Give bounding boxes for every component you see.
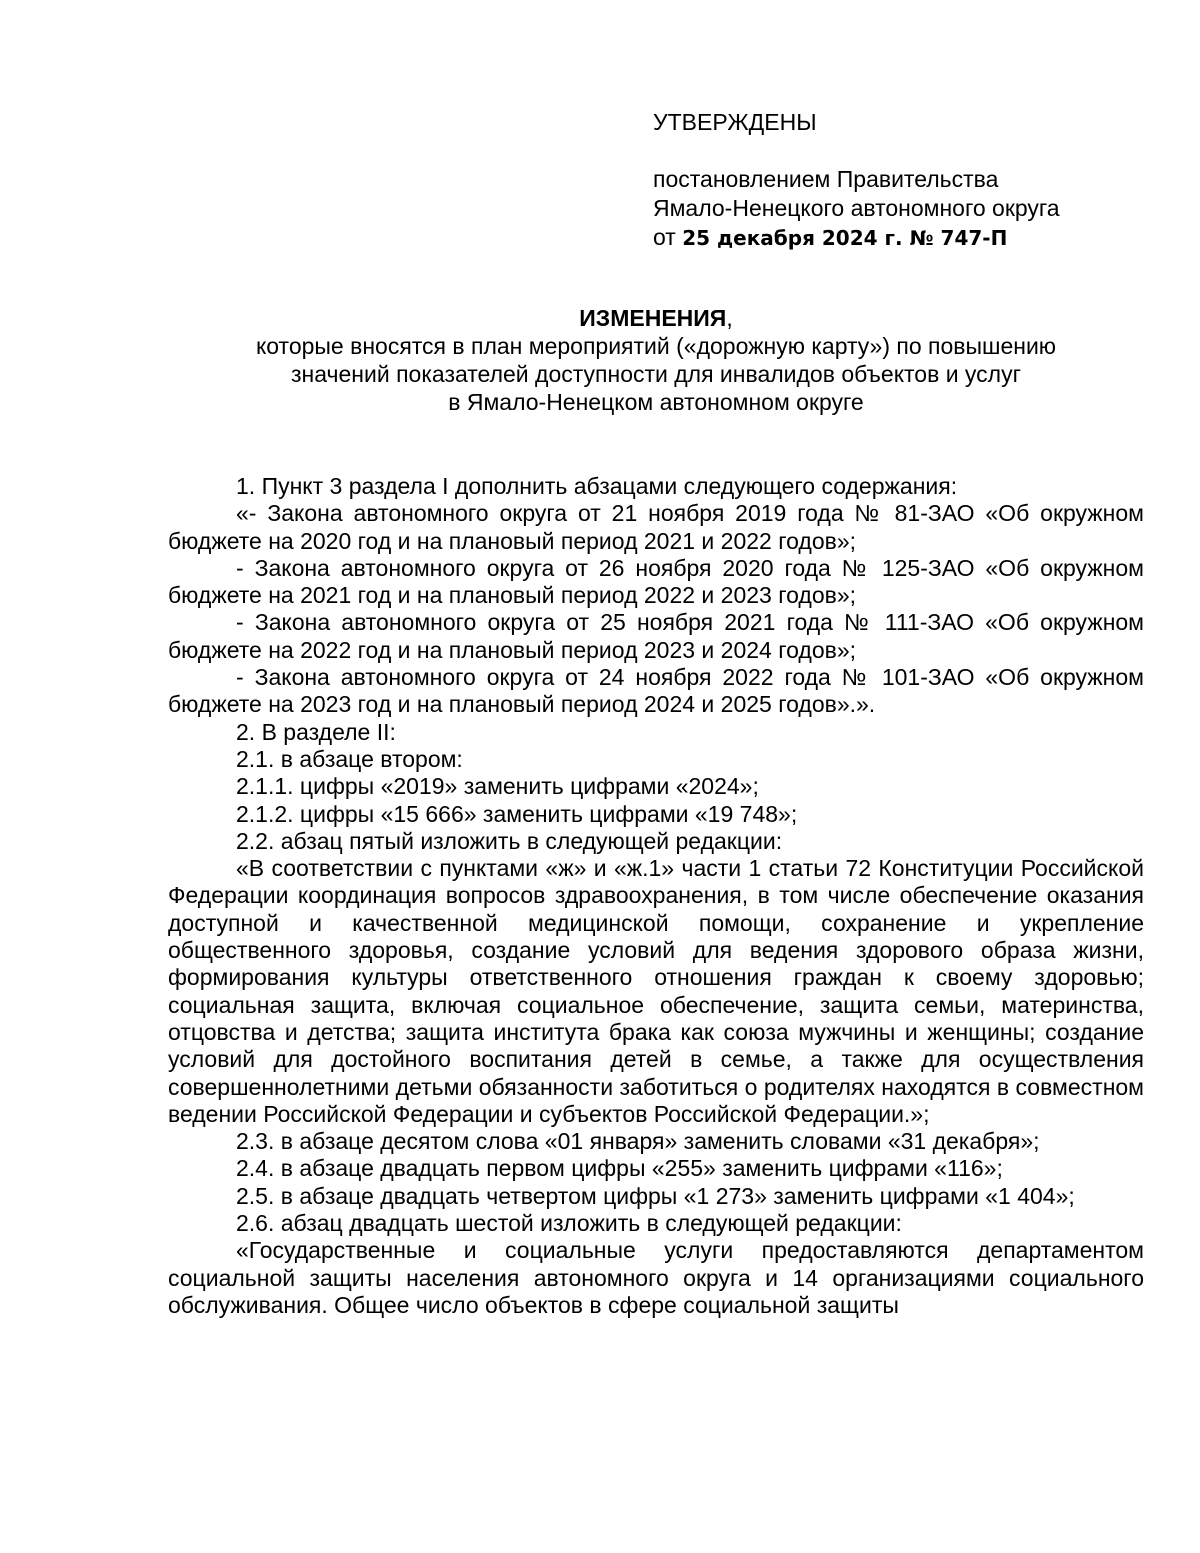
approval-stamp-title: УТВЕРЖДЕНЫ [653, 109, 817, 135]
approval-date-line [653, 223, 1173, 253]
paragraph: 2.2. абзац пятый изложить в следующей редакции: [236, 827, 783, 854]
heading-title-suffix: , [726, 305, 733, 331]
paragraph: - Закона автономного округа от 26 ноября 2020 года № 125-ЗАО «Об окружном бюджете на 2021 год и на плановый период 2022 и 2023 годов»; [168, 554, 1144, 609]
paragraph: - Закона автономного округа от 24 ноября 2022 года № 101-ЗАО «Об окружном бюджете на 2023 год и на плановый период 2024 и 2025 годов».». [168, 664, 1144, 718]
paragraph: 2.1.2. цифры «15 666» заменить цифрами «19 748»; [236, 800, 798, 827]
paragraph: 2.1.1. цифры «2019» заменить цифрами «2024»; [236, 773, 759, 800]
heading-subtitle-1: которые вносятся в план мероприятий («дорожную карту») по повышению [255, 333, 1057, 359]
heading-subtitle-2: значений показателей доступности для инвалидов объектов и услуг [291, 361, 1021, 387]
paragraph: 2.3. в абзаце десятом слова «01 января» заменить словами «31 декабря»; [236, 1128, 1040, 1155]
heading-subtitle-3: в Ямало-Ненецком автономном округе [448, 389, 864, 415]
paragraph: 2. В разделе II: [236, 718, 396, 745]
heading-title-line [168, 304, 1144, 332]
paragraph: 2.1. в абзаце втором: [236, 745, 463, 772]
paragraph: 2.5. в абзаце двадцать четвертом цифры «1 273» заменить цифрами «1 404»; [236, 1182, 1075, 1209]
approval-date-number: 25 декабря 2024 г. № 747-П [682, 226, 1008, 250]
paragraph: 1. Пункт 3 раздела I дополнить абзацами следующего содержания: [236, 473, 958, 499]
paragraph: 2.4. в абзаце двадцать первом цифры «255» заменить цифрами «116»; [236, 1155, 1003, 1182]
document-body [168, 473, 1144, 1319]
approval-block [653, 108, 1173, 253]
paragraph: «В соответствии с пунктами «ж» и «ж.1» части 1 статьи 72 Конституции Российской Федерации координация вопросов здравоохранения, в том числе обеспечение оказания доступной и качественной медицинской помощи, сохранение и укрепление общественного здоровья, создание условий для ведения здорового образа жизни, формирования культуры ответственного отношения граждан к своему здоровью; социальная защита, включая социальное обеспечение, защита семьи, материнства, отцовства и детства; защита института брака как союза мужчины и женщины; создание условий для достойного воспитания детей в семье, а также для осуществления совершеннолетними детьми обязанности заботиться о родителях находятся в совместном ведении Российской Федерации и субъектов Российской Федерации.»; [168, 855, 1144, 1127]
paragraph: - Закона автономного округа от 25 ноября 2021 года № 111-ЗАО «Об окружном бюджете на 2022 год и на плановый период 2023 и 2024 годов»; [168, 609, 1144, 663]
paragraph: 2.6. абзац двадцать шестой изложить в следующей редакции: [236, 1210, 902, 1237]
approval-line-1: постановлением Правительства [653, 166, 999, 192]
paragraph: «Государственные и социальные услуги предоставляются департаментом социальной защиты населения автономного округа и 14 организациями социального обслуживания. Общее число объектов в сфере социальной защиты [168, 1237, 1144, 1318]
approval-from-prefix: от [653, 224, 676, 250]
paragraph: «- Закона автономного округа от 21 ноября 2019 года № 81-ЗАО «Об окружном бюджете на 2020 год и на плановый период 2021 и 2022 годов»; [168, 500, 1144, 554]
document-heading [168, 304, 1144, 416]
approval-line-2: Ямало-Ненецкого автономного округа [653, 195, 1060, 221]
heading-title: ИЗМЕНЕНИЯ [579, 305, 727, 331]
